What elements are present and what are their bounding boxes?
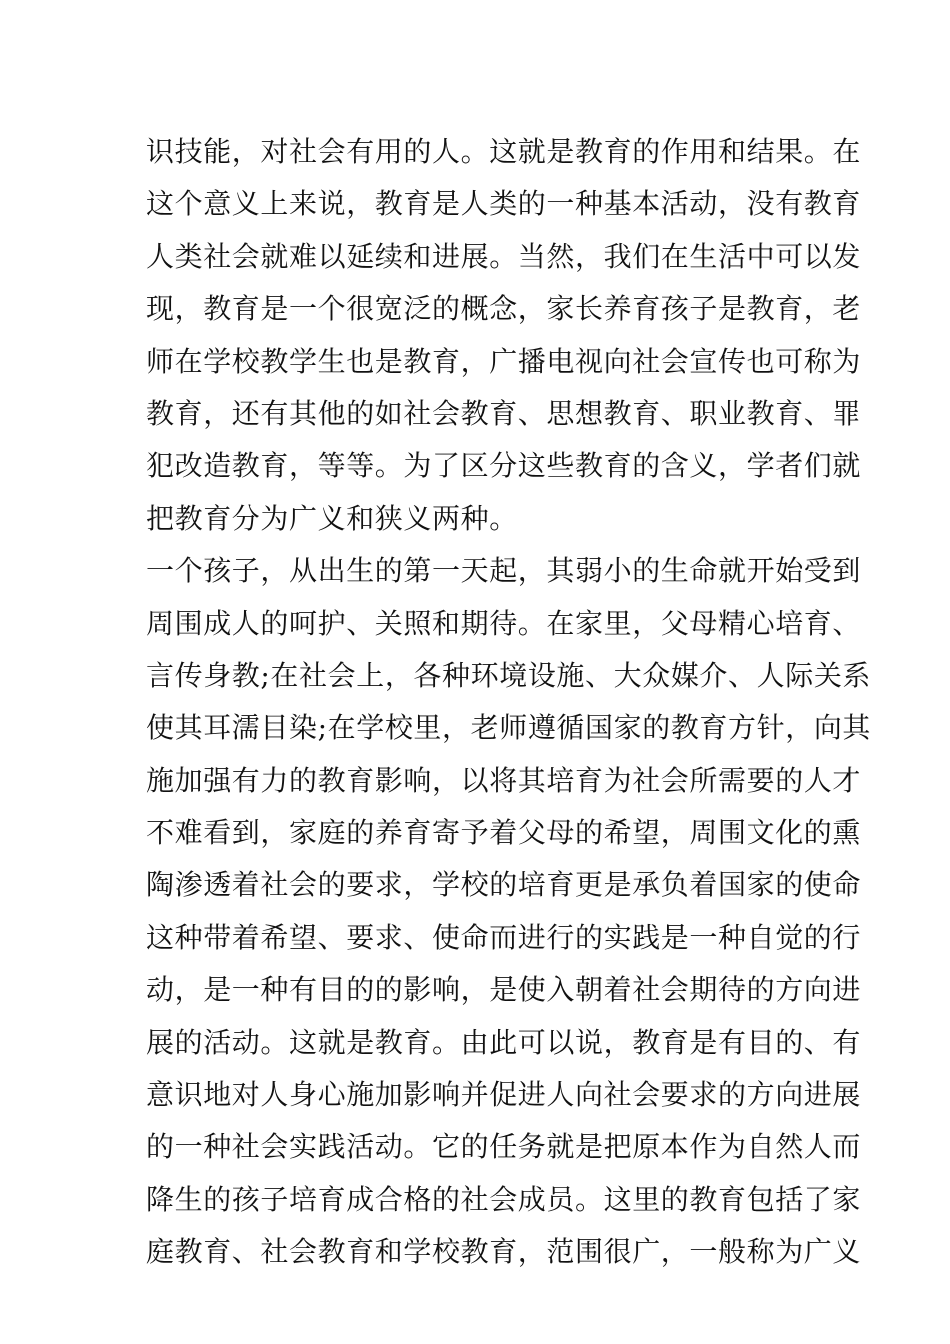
text-line: 庭教育、社会教育和学校教育，范围很广，一般称为广义 [146, 1235, 862, 1269]
text-line: 展的活动。这就是教育。由此可以说，教育是有目的、有 [146, 1025, 862, 1059]
text-line: 师在学校教学生也是教育，广播电视向社会宣传也可称为 [146, 344, 862, 378]
text-line: 不难看到，家庭的养育寄予着父母的希望，周围文化的熏 [146, 816, 862, 850]
text-line: 的一种社会实践活动。它的任务就是把原本作为自然人而 [146, 1130, 862, 1164]
text-line: 这种带着希望、要求、使命而进行的实践是一种自觉的行 [146, 920, 862, 954]
text-line: 人类社会就难以延续和进展。当然，我们在生活中可以发 [146, 239, 862, 273]
text-line: 周围成人的呵护、关照和期待。在家里，父母精心培育、 [146, 606, 862, 640]
text-line: 把教育分为广义和狭义两种。 [146, 501, 518, 535]
text-line: 识技能，对社会有用的人。这就是教育的作用和结果。在 [146, 135, 862, 168]
text-line: 教育，还有其他的如社会教育、思想教育、职业教育、罪 [146, 396, 862, 430]
text-line: 动，是一种有目的的影响，是使入朝着社会期待的方向进 [146, 973, 862, 1007]
text-line: 陶渗透着社会的要求，学校的培育更是承负着国家的使命 [146, 868, 862, 902]
text-line: 使其耳濡目染;在学校里，老师遵循国家的教育方针，向其 [146, 711, 872, 745]
text-line: 意识地对人身心施加影响并促进人向社会要求的方向进展 [146, 1078, 862, 1112]
text-line: 这个意义上来说，教育是人类的一种基本活动，没有教育 [146, 187, 862, 221]
body-text [146, 126, 872, 1279]
text-line: 一个孩子，从出生的第一天起，其弱小的生命就开始受到 [146, 554, 862, 588]
text-line: 言传身教;在社会上，各种环境设施、大众媒介、人际关系 [146, 658, 872, 692]
text-line: 施加强有力的教育影响，以将其培育为社会所需要的人才 [146, 763, 862, 797]
text-line: 犯改造教育，等等。为了区分这些教育的含义，学者们就 [146, 449, 862, 483]
text-line: 降生的孩子培育成合格的社会成员。这里的教育包括了家 [146, 1182, 862, 1216]
text-line: 现，教育是一个很宽泛的概念，家长养育孩子是教育，老 [146, 292, 862, 326]
